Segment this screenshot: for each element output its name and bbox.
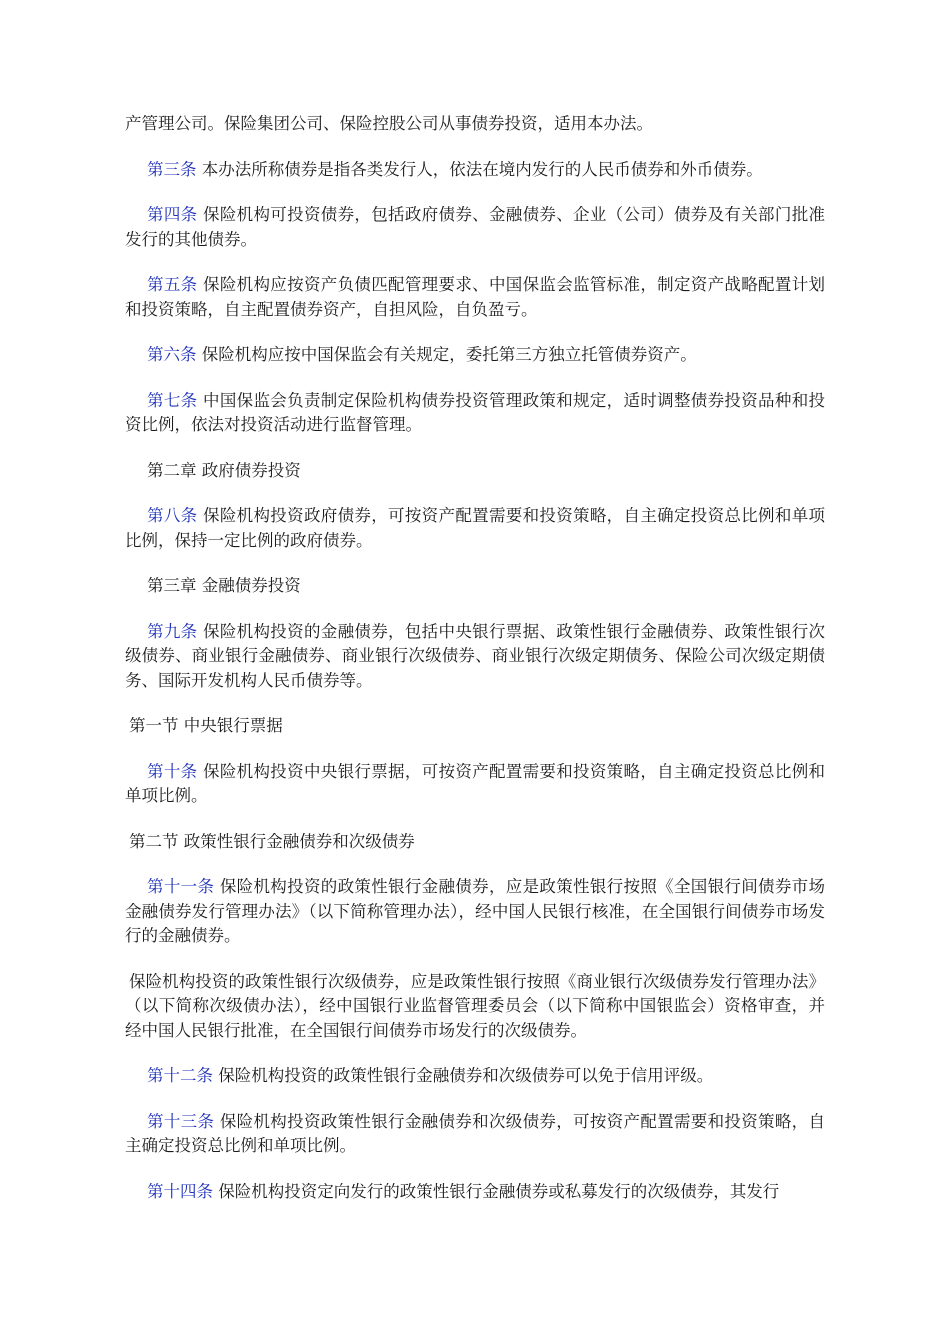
article-label: 第八条	[147, 506, 198, 525]
chapter-heading-text: 第三章 金融债券投资	[147, 576, 301, 595]
article-text: 保险机构应按中国保监会有关规定，委托第三方独立托管债券资产。	[196, 345, 697, 364]
article-label: 第七条	[147, 390, 198, 410]
article-label: 第十二条	[147, 1066, 213, 1085]
article-text: 保险机构投资中央银行票据，可按资产配置需要和投资策略，自主确定投资总比例和单项比例。	[125, 761, 826, 805]
article-text: 中国保监会负责制定保险机构债券投资管理政策和规定，适时调整债券投资品种和投资比例，依法对投资活动进行监督管理。	[125, 390, 826, 434]
article-label: 第十四条	[147, 1181, 213, 1201]
article-7	[125, 389, 825, 438]
article-text: 保险机构投资政府债券，可按资产配置需要和投资策略，自主确定投资总比例和单项比例，保持一定比例的政府债券。	[125, 506, 826, 550]
article-13	[125, 1110, 825, 1159]
document-page	[125, 112, 825, 1225]
section-1-heading	[125, 714, 825, 739]
article-12	[125, 1064, 825, 1089]
article-text: 保险机构投资政策性银行金融债券和次级债券，可按资产配置需要和投资策略，自主确定投资总比例和单项比例。	[125, 1111, 826, 1155]
paragraph-text: 保险机构投资的政策性银行次级债券，应是政策性银行按照《商业银行次级债券发行管理办法》（以下简称次级债办法），经中国银行业监督管理委员会（以下简称中国银监会）资格审查，并经中国人民银行批准，在全国银行间债券市场发行的次级债券。	[125, 971, 825, 1040]
article-text: 保险机构投资的政策性银行金融债券和次级债券可以免于信用评级。	[213, 1066, 714, 1085]
article-text: 保险机构投资的金融债券，包括中央银行票据、政策性银行金融债券、政策性银行次级债券、商业银行金融债券、商业银行次级债券、商业银行次级定期债务、保险公司次级定期债务、国际开发机构人民币债券等。	[125, 621, 826, 690]
article-14	[125, 1180, 825, 1205]
article-8	[125, 504, 825, 553]
chapter-2-heading	[125, 459, 825, 484]
article-text: 本办法所称债券是指各类发行人，依法在境内发行的人民币债券和外币债券。	[196, 159, 763, 179]
article-3	[125, 158, 825, 183]
paragraph-1	[125, 112, 825, 137]
article-9	[125, 620, 825, 694]
article-11-continuation	[125, 970, 825, 1044]
article-5	[125, 273, 825, 322]
article-label: 第六条	[147, 345, 197, 364]
article-text: 保险机构投资定向发行的政策性银行金融债券或私募发行的次级债券，其发行	[213, 1181, 780, 1201]
article-label: 第十条	[147, 761, 198, 781]
article-10	[125, 760, 825, 809]
chapter-heading-text: 第二章 政府债券投资	[147, 460, 301, 480]
article-label: 第三条	[147, 159, 197, 179]
article-text: 保险机构应按资产负债匹配管理要求、中国保监会监管标准，制定资产战略配置计划和投资策略，自主配置债券资产，自担风险，自负盈亏。	[125, 275, 826, 319]
paragraph-text: 产管理公司。保险集团公司、保险控股公司从事债券投资，适用本办法。	[125, 114, 653, 133]
article-label: 第十一条	[147, 877, 215, 896]
section-heading-text: 第二节 政策性银行金融债券和次级债券	[129, 831, 415, 851]
section-heading-text: 第一节 中央银行票据	[129, 716, 283, 735]
article-label: 第十三条	[147, 1111, 215, 1131]
article-11	[125, 875, 825, 949]
article-label: 第九条	[147, 621, 198, 641]
chapter-3-heading	[125, 574, 825, 599]
article-6	[125, 343, 825, 368]
article-text: 保险机构投资的政策性银行金融债券，应是政策性银行按照《全国银行间债券市场金融债券发行管理办法》（以下简称管理办法），经中国人民银行核准，在全国银行间债券市场发行的金融债券。	[125, 877, 826, 945]
article-label: 第四条	[147, 205, 198, 224]
section-2-heading	[125, 830, 825, 855]
article-label: 第五条	[147, 275, 198, 294]
article-4	[125, 203, 825, 252]
article-text: 保险机构可投资债券，包括政府债券、金融债券、企业（公司）债券及有关部门批准发行的其他债券。	[125, 205, 826, 249]
